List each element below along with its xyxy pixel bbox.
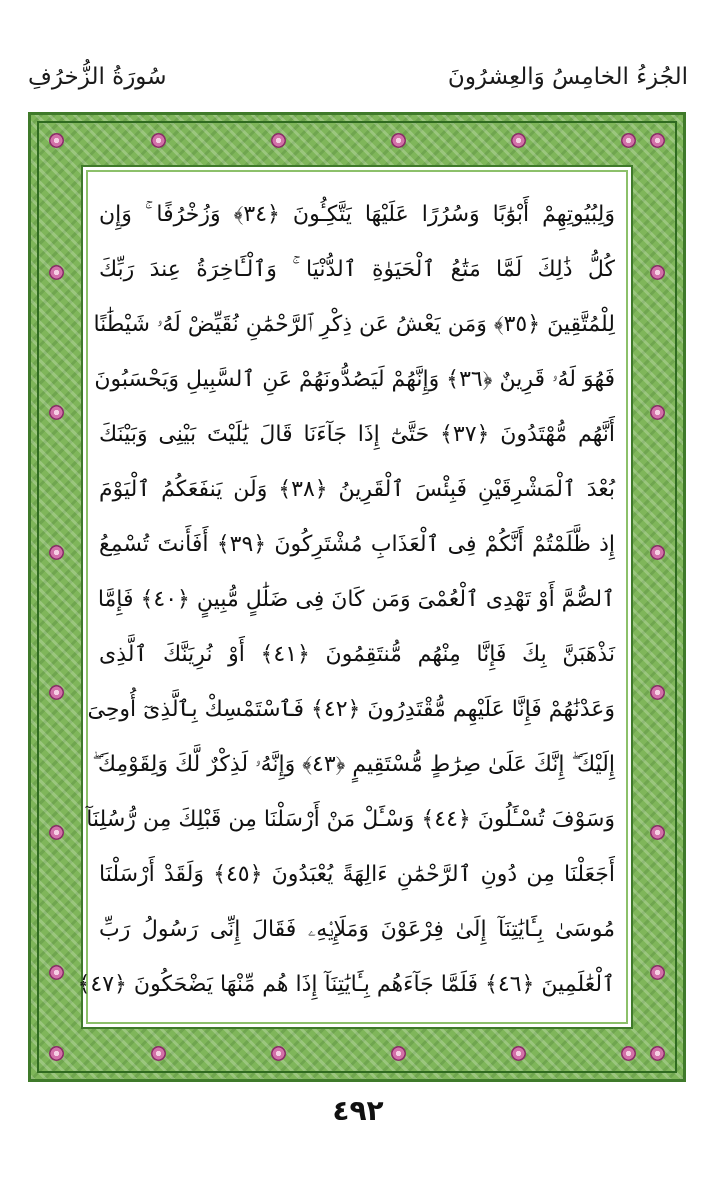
verse-line: فَهُوَ لَهُۥ قَرِينٌ ﴿٣٦﴾ وَإِنَّهُمْ لَيَصُدُّونَهُمْ عَنِ ٱلسَّبِيلِ وَيَحْسَبُونَ <box>94 367 615 392</box>
verse-line: ٱلْعَٰلَمِينَ ﴿٤٦﴾ فَلَمَّا جَآءَهُم بِـَٔايَٰتِنَآ إِذَا هُم مِّنْهَا يَضْحَكُونَ ﴿٤٧﴾ <box>77 972 615 997</box>
flower-ornament-icon <box>650 825 665 840</box>
verse-line: كُلُّ ذَٰلِكَ لَمَّا مَتَٰعُ ٱلْحَيَوٰةِ ٱلدُّنْيَا ۚ وَٱلْـَٔاخِرَةُ عِندَ رَبِّكَ <box>99 257 615 282</box>
verse-line: لِلْمُتَّقِينَ ﴿٣٥﴾ وَمَن يَعْشُ عَن ذِكْرِ ٱلرَّحْمَٰنِ نُقَيِّضْ لَهُۥ شَيْطَٰنًا <box>93 312 615 337</box>
verse-line: وَعَدْنَٰهُمْ فَإِنَّا عَلَيْهِم مُّقْتَدِرُونَ ﴿٤٢﴾ فَٱسْتَمْسِكْ بِٱلَّذِىٓ أُوحِىَ <box>87 697 615 722</box>
verse-line: وَلِبُيُوتِهِمْ أَبْوَٰبًا وَسُرُرًا عَلَيْهَا يَتَّكِـُٔونَ ﴿٣٤﴾ وَزُخْرُفًا ۚ وَإِن <box>99 202 615 227</box>
juz-title: الجُزءُ الخامِسُ وَالعِشرُونَ <box>447 64 688 90</box>
flower-ornament-icon <box>49 965 64 980</box>
verse-text-panel <box>77 165 633 1029</box>
flower-ornament-icon <box>391 1046 406 1061</box>
flower-ornament-icon <box>151 1046 166 1061</box>
flower-ornament-icon <box>511 133 526 148</box>
flower-ornament-icon <box>49 825 64 840</box>
flower-ornament-icon <box>271 1046 286 1061</box>
flower-ornament-icon <box>49 1046 64 1061</box>
flower-ornament-icon <box>49 405 64 420</box>
flower-ornament-icon <box>621 1046 636 1061</box>
flower-ornament-icon <box>511 1046 526 1061</box>
flower-ornament-icon <box>49 265 64 280</box>
surah-title: سُورَةُ الزُّخرُفِ <box>28 64 167 90</box>
flower-ornament-icon <box>650 133 665 148</box>
flower-ornament-icon <box>650 685 665 700</box>
flower-ornament-icon <box>49 545 64 560</box>
flower-ornament-icon <box>271 133 286 148</box>
page-header <box>28 64 688 104</box>
flower-ornament-icon <box>151 133 166 148</box>
flower-ornament-icon <box>650 265 665 280</box>
verse-line: أَجَعَلْنَا مِن دُونِ ٱلرَّحْمَٰنِ ءَالِهَةً يُعْبَدُونَ ﴿٤٥﴾ وَلَقَدْ أَرْسَلْنَا <box>99 862 615 887</box>
verse-line: مُوسَىٰ بِـَٔايَٰتِنَآ إِلَىٰ فِرْعَوْنَ وَمَلَإِي۟هِۦ فَقَالَ إِنِّى رَسُولُ رَبِّ <box>99 917 615 942</box>
flower-ornament-icon <box>621 133 636 148</box>
verse-line: وَسَوْفَ تُسْـَٔلُونَ ﴿٤٤﴾ وَسْـَٔلْ مَنْ أَرْسَلْنَا مِن قَبْلِكَ مِن رُّسُلِنَآ <box>86 807 615 832</box>
flower-ornament-icon <box>391 133 406 148</box>
verse-line: بُعْدَ ٱلْمَشْرِقَيْنِ فَبِئْسَ ٱلْقَرِينُ ﴿٣٨﴾ وَلَن يَنفَعَكُمُ ٱلْيَوْمَ <box>99 477 616 502</box>
flower-ornament-icon <box>650 545 665 560</box>
verse-line: أَنَّهُم مُّهْتَدُونَ ﴿٣٧﴾ حَتَّىٰٓ إِذَا جَآءَنَا قَالَ يَٰلَيْتَ بَيْنِى وَبَيْنَكَ <box>99 422 615 447</box>
verse-line: إِذ ظَّلَمْتُمْ أَنَّكُمْ فِى ٱلْعَذَابِ مُشْتَرِكُونَ ﴿٣٩﴾ أَفَأَنتَ تُسْمِعُ <box>99 532 615 557</box>
verse-line: ٱلصُّمَّ أَوْ تَهْدِى ٱلْعُمْىَ وَمَن كَانَ فِى ضَلَٰلٍ مُّبِينٍ ﴿٤٠﴾ فَإِمَّا <box>97 587 615 612</box>
flower-ornament-icon <box>49 133 64 148</box>
flower-ornament-icon <box>49 685 64 700</box>
verse-line: نَذْهَبَنَّ بِكَ فَإِنَّا مِنْهُم مُّنتَقِمُونَ ﴿٤١﴾ أَوْ نُرِيَنَّكَ ٱلَّذِى <box>99 642 615 667</box>
decorative-border <box>28 112 686 1082</box>
page-number: ٤٩٢ <box>332 1094 384 1127</box>
verse-line: إِلَيْكَ ۖ إِنَّكَ عَلَىٰ صِرَٰطٍ مُّسْتَقِيمٍ ﴿٤٣﴾ وَإِنَّهُۥ لَذِكْرٌ لَّكَ وَلِقَوْمِكَ ۖ <box>92 752 615 777</box>
flower-ornament-icon <box>650 405 665 420</box>
flower-ornament-icon <box>650 1046 665 1061</box>
flower-ornament-icon <box>650 965 665 980</box>
